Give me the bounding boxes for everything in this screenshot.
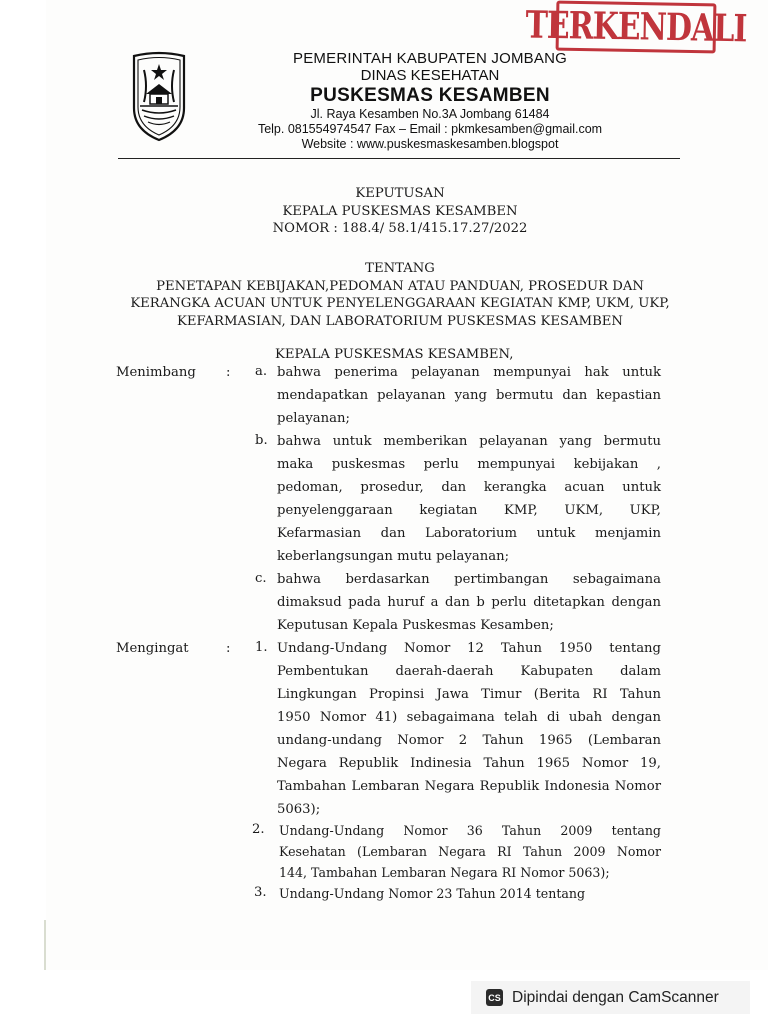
- text-line: Undang-Undang Nomor 23 Tahun 2014 tentang: [279, 886, 586, 901]
- text-line: dimaksud pada huruf a dan b perlu ditetapkan dengan: [277, 595, 661, 610]
- department-name: DINAS KESEHATAN: [360, 67, 500, 84]
- text-line: Negara Republik Indinesia Tahun 1965 Nomor 19,: [277, 756, 661, 771]
- decision-issuer: KEPALA PUSKESMAS KESAMBEN: [282, 203, 518, 219]
- menimbang-colon: :: [226, 365, 231, 380]
- legal-basis-item-2: [279, 820, 661, 883]
- decision-number: NOMOR : 188.4/ 58.1/415.17.27/2022: [272, 221, 528, 236]
- mengingat-colon: :: [226, 641, 231, 656]
- text-line: Lingkungan Propinsi Jawa Timur (Berita RI Tahun: [277, 687, 661, 702]
- consideration-marker: a.: [255, 364, 268, 379]
- text-line: mendapatkan pelayanan yang bermutu dan kepastian: [277, 388, 661, 403]
- legal-basis-marker: 3.: [254, 885, 267, 900]
- consideration-item-b: [277, 430, 661, 568]
- text-line: 144, Tambahan Lembaran Negara RI Nomor 5063);: [279, 865, 610, 880]
- text-line: keberlangsungan mutu pelayanan;: [277, 549, 510, 564]
- text-line: maka puskesmas perlu mempunyai kebijakan ,: [277, 457, 661, 472]
- text-line: undang-undang Nomor 2 Tahun 1965 (Lembaran: [277, 733, 661, 748]
- jombang-coat-of-arms-icon: [130, 50, 188, 142]
- decision-subject: [100, 260, 700, 330]
- address: Jl. Raya Kesamben No.3A Jombang 61484: [310, 107, 550, 121]
- text-line: penyelenggaraan kegiatan KMP, UKM, UKP,: [277, 503, 661, 518]
- legal-basis-marker: 2.: [252, 822, 265, 837]
- page-edge: [44, 920, 46, 970]
- legal-basis-item-3: [279, 883, 659, 904]
- subject-heading: TENTANG: [365, 261, 435, 276]
- letterhead-divider: [118, 158, 680, 159]
- subject-line-1: PENETAPAN KEBIJAKAN,PEDOMAN ATAU PANDUAN, PROSEDUR DAN: [156, 278, 644, 294]
- decision-header: [100, 185, 700, 238]
- institution-name: PUSKESMAS KESAMBEN: [310, 85, 550, 106]
- text-line: Undang-Undang Nomor 36 Tahun 2009 tentang: [279, 823, 661, 838]
- terkendali-stamp: [525, 1, 747, 54]
- letterhead: [230, 50, 630, 152]
- text-line: 5063);: [277, 802, 321, 817]
- consideration-marker: c.: [255, 571, 267, 586]
- legal-basis-marker: 1.: [255, 640, 268, 655]
- subject-line-2: KERANGKA ACUAN UNTUK PENYELENGGARAAN KEGIATAN KMP, UKM, UKP,: [130, 296, 670, 311]
- text-line: 1950 Nomor 41) sebagaimana telah di ubah dengan: [277, 710, 661, 725]
- scanner-text: Dipindai dengan CamScanner: [512, 988, 719, 1006]
- text-line: Tambahan Lembaran Negara Republik Indonesia Nomor: [277, 779, 661, 794]
- contact-info: Telp. 081554974547 Fax – Email : pkmkesamben@gmail.com: [257, 122, 603, 136]
- mengingat-label: Mengingat: [116, 641, 189, 656]
- text-line: bahwa berdasarkan pertimbangan sebagaimana: [277, 572, 661, 587]
- text-line: pedoman, prosedur, dan kerangka acuan untuk: [277, 480, 661, 495]
- government-name: PEMERINTAH KABUPATEN JOMBANG: [293, 50, 567, 67]
- legal-basis-item-1: [277, 637, 661, 821]
- text-line: Pembentukan daerah-daerah Kabupaten dalam: [277, 664, 661, 679]
- text-line: pelayanan;: [277, 411, 350, 426]
- stamp-text: TERKENDALI: [525, 3, 747, 51]
- consideration-item-a: [277, 361, 661, 430]
- text-line: bahwa penerima pelayanan mempunyai hak untuk: [277, 365, 661, 380]
- camscanner-logo-icon: CS: [486, 989, 503, 1006]
- decision-title: KEPUTUSAN: [355, 186, 445, 201]
- text-line: Kesehatan (Lembaran Negara RI Tahun 2009 Nomor: [279, 844, 661, 859]
- subject-line-3: KEFARMASIAN, DAN LABORATORIUM PUSKESMAS KESAMBEN: [177, 313, 623, 329]
- opening-line: KEPALA PUSKESMAS KESAMBEN,: [275, 347, 514, 362]
- text-line: Keputusan Kepala Puskesmas Kesamben;: [277, 618, 554, 633]
- text-line: Undang-Undang Nomor 12 Tahun 1950 tentang: [277, 641, 661, 656]
- website: Website : www.puskesmaskesamben.blogspot: [301, 137, 559, 151]
- text-line: bahwa untuk memberikan pelayanan yang bermutu: [277, 434, 661, 449]
- text-line: Kefarmasian dan Laboratorium untuk menjamin: [277, 526, 661, 541]
- consideration-marker: b.: [255, 433, 268, 448]
- menimbang-label: Menimbang: [116, 365, 196, 380]
- camscanner-watermark: [471, 981, 750, 1014]
- consideration-item-c: [277, 568, 661, 637]
